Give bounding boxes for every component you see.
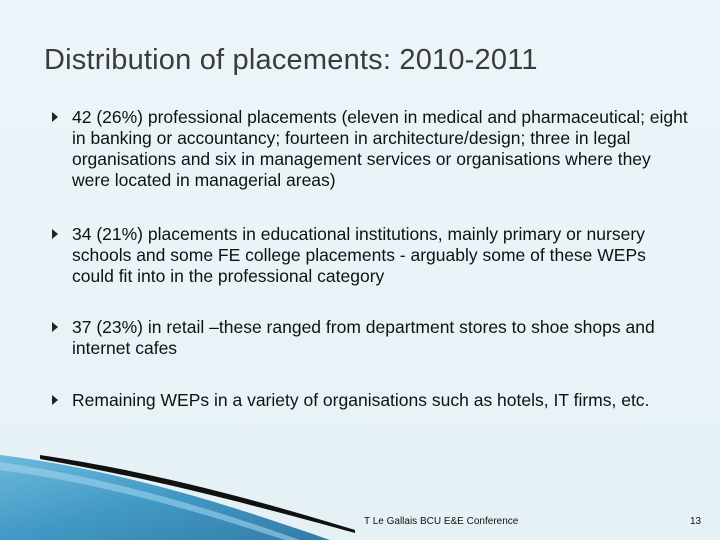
swoosh-blue-shape <box>0 455 330 540</box>
bullet-text: 34 (21%) placements in educational institutions, mainly primary or nursery schools and some FE college placements - arguably some of these WEPs could fit into in the professional category <box>72 224 646 286</box>
bullet-text: 42 (26%) professional placements (eleven in medical and pharmaceutical; eight in banking or accountancy; fourteen in architecture/design; three in legal organisations and six in management services or organisations where they were located in managerial areas) <box>72 107 688 190</box>
page-number: 13 <box>690 516 702 527</box>
swoosh-dark-line <box>40 455 355 533</box>
triangle-bullet-icon <box>52 322 58 332</box>
bullet-list <box>52 107 692 411</box>
bullet-item <box>52 107 692 191</box>
slide-title: Distribution of placements: 2010-2011 <box>44 44 538 76</box>
triangle-bullet-icon <box>52 229 58 239</box>
bullet-item <box>52 224 692 287</box>
bullet-item <box>52 390 692 411</box>
triangle-bullet-icon <box>52 112 58 122</box>
bullet-text: Remaining WEPs in a variety of organisations such as hotels, IT firms, etc. <box>72 390 650 410</box>
bullet-text: 37 (23%) in retail –these ranged from department stores to shoe shops and internet cafes <box>72 317 655 358</box>
swoosh-light-streak <box>0 462 300 540</box>
footer-text: T Le Gallais BCU E&E Conference <box>364 516 519 527</box>
triangle-bullet-icon <box>52 395 58 405</box>
bullet-item <box>52 317 692 359</box>
